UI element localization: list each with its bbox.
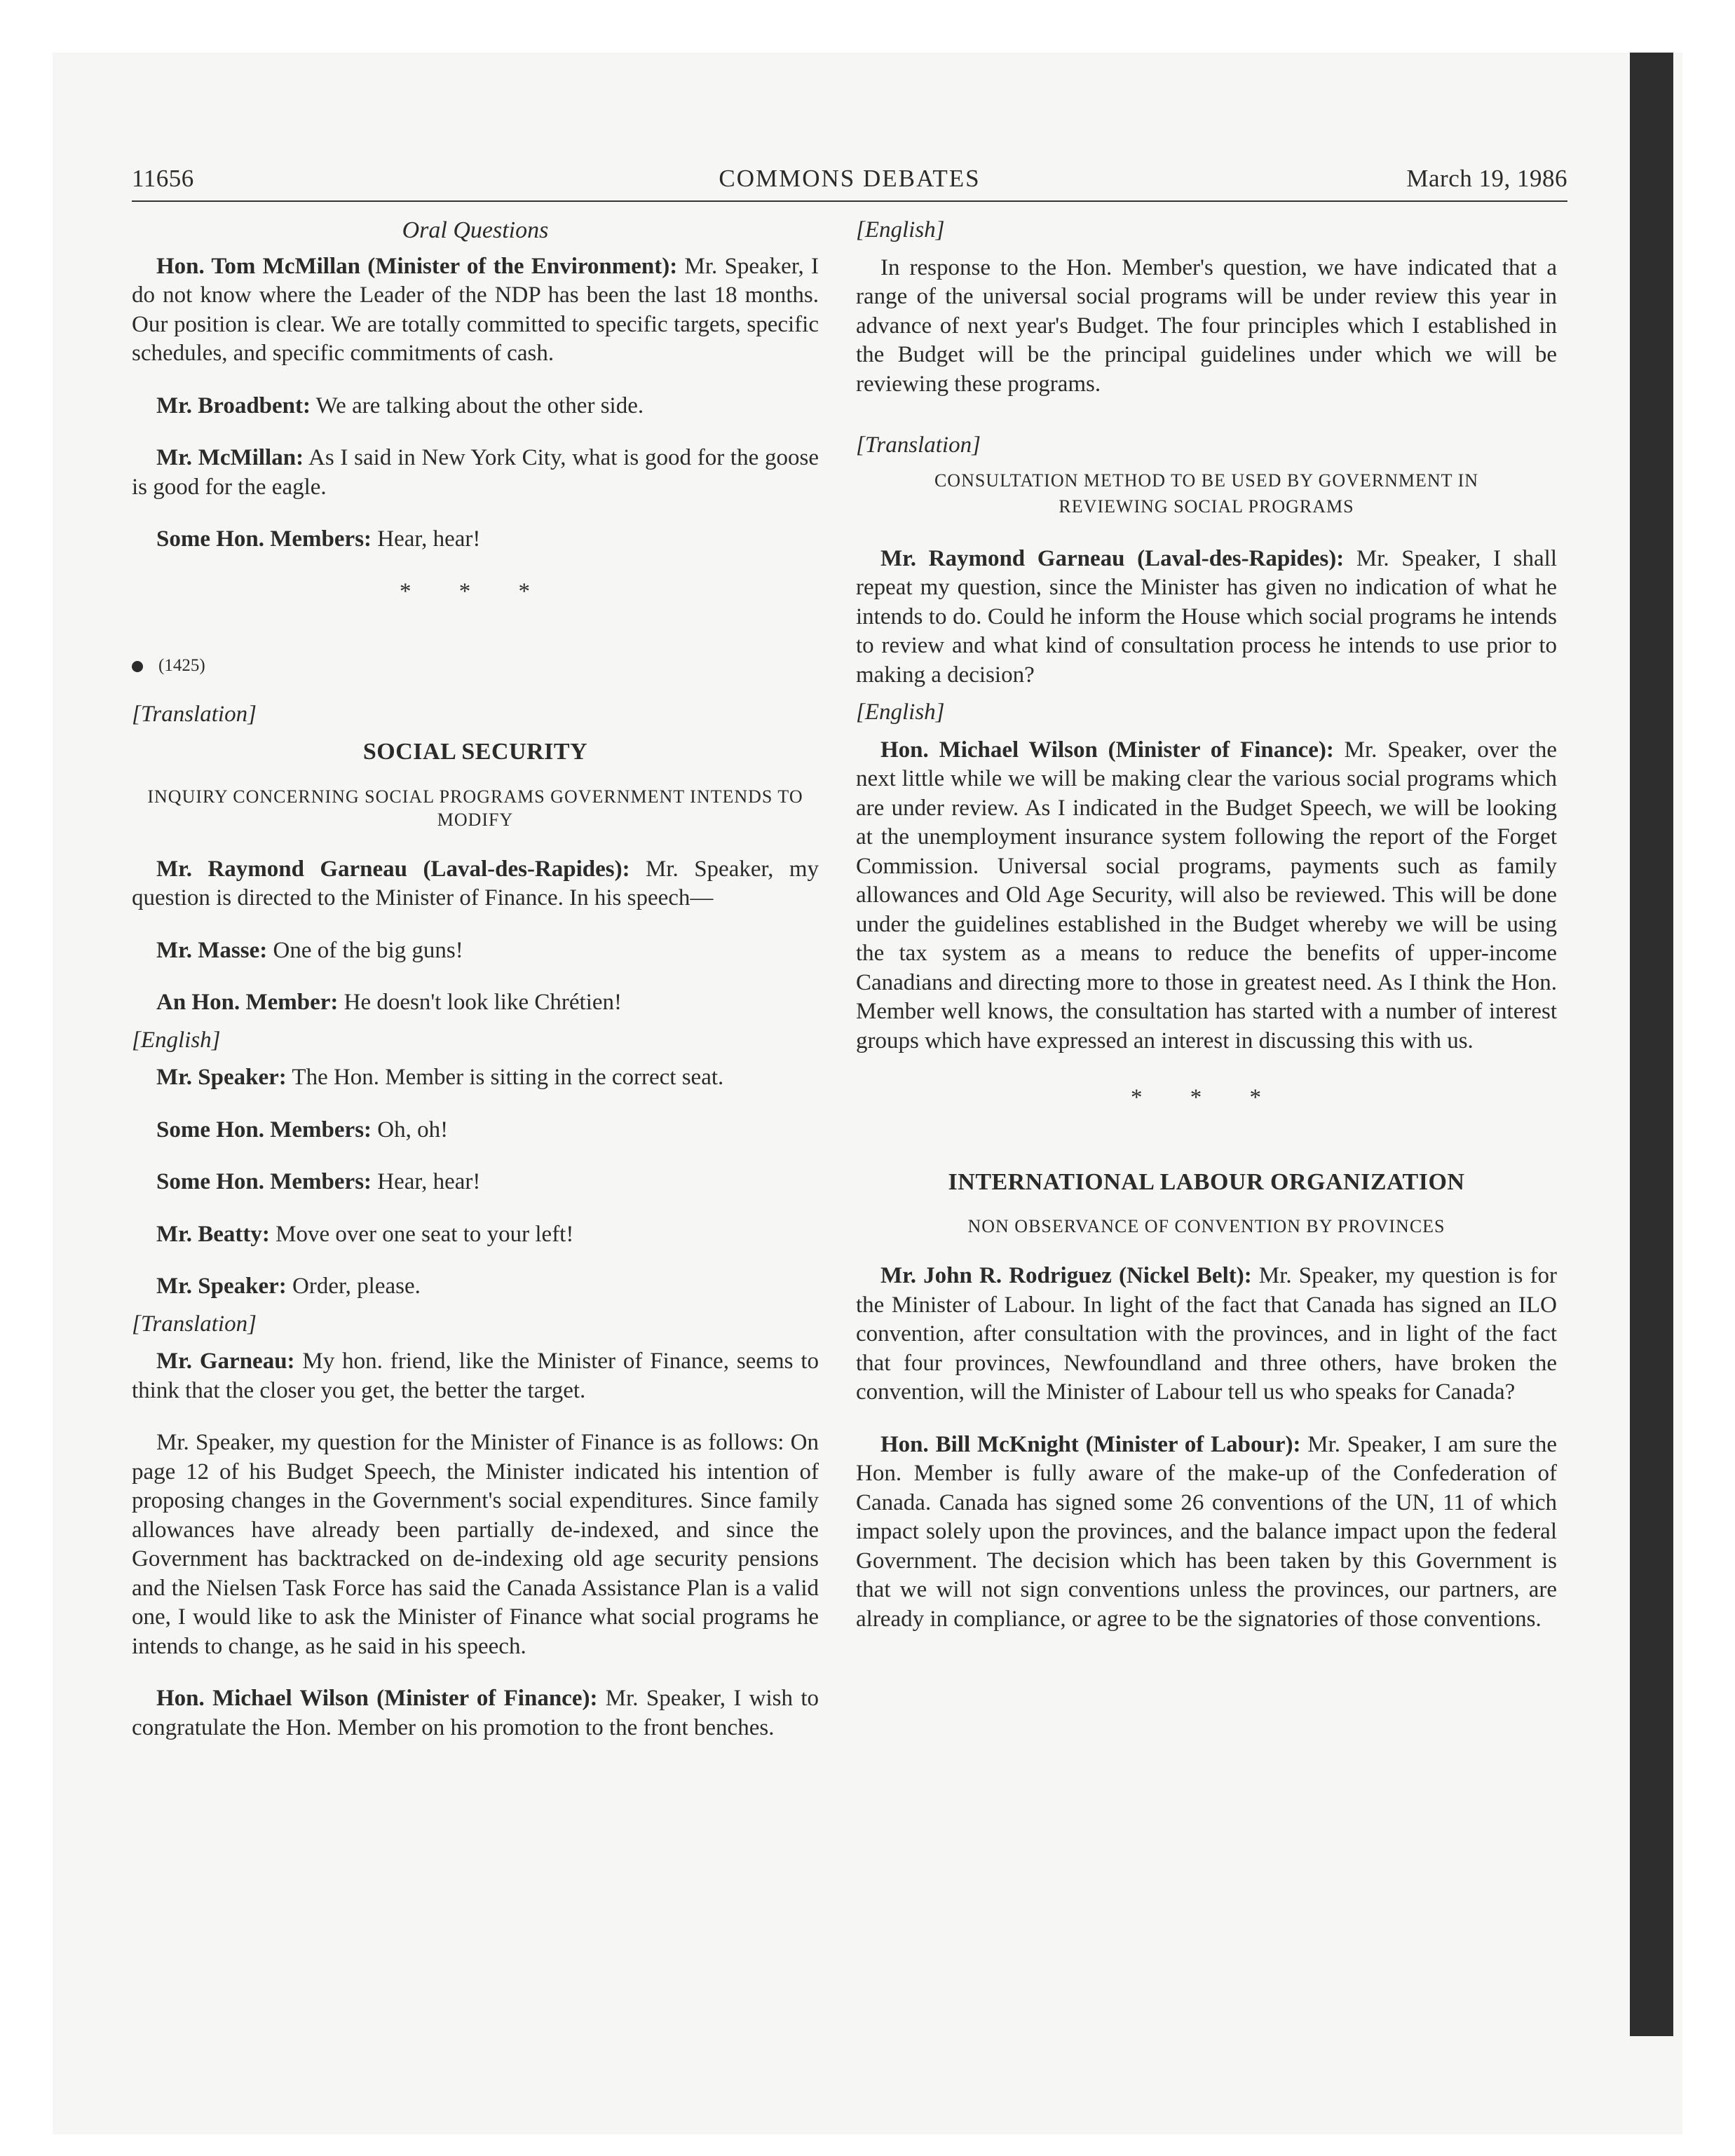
- translation-marker: [Translation]: [856, 432, 981, 458]
- speech-text: Mr. Speaker, I am sure the Hon. Member is fully aware of the make-up of the Confederation of Canada. Canada has signed some 26 conventions of the UN, 11 of which impact solely upon the provinces, and the balance impact upon the federal Government. The decision which has been taken by this Government is that we will not sign conventions unless the provinces, our partners, are already in compliance, or agree to be the signatories of those conventions.: [856, 1431, 1557, 1632]
- speech-text: Mr. Speaker, I wish to congratulate the Hon. Member on his promotion to the front benches.: [132, 1686, 819, 1740]
- section-heading: SOCIAL SECURITY: [362, 739, 588, 765]
- speech-paragraph: [132, 1063, 819, 1093]
- speech-text: Mr. Speaker, my question is for the Minister of Labour. In light of the fact that Canada has signed an ILO convention, after consultation with the provinces, and in light of the fact that four provinces, Newfoundland and three others, have broken the convention, will the Minister of Labour tell us who speaks for Canada?: [856, 1263, 1557, 1405]
- speaker-name: Hon. Michael Wilson (Minister of Finance):: [880, 737, 1334, 763]
- language-marker: [English]: [132, 1027, 221, 1053]
- speech-paragraph: [856, 1262, 1557, 1407]
- speech-text: We are talking about the other side.: [315, 393, 644, 418]
- speech-paragraph: [856, 736, 1557, 1056]
- bullet-dot-icon: [132, 661, 143, 672]
- section-subheading-line: CONSULTATION METHOD TO BE USED BY GOVERNMENT IN: [934, 470, 1479, 491]
- speaker-name: Hon. Bill McKnight (Minister of Labour):: [880, 1431, 1301, 1457]
- speaker-name: Some Hon. Members:: [156, 1117, 372, 1142]
- speaker-name: Mr. John R. Rodriguez (Nickel Belt):: [880, 1263, 1252, 1288]
- speaker-name: Mr. Speaker:: [156, 1065, 287, 1090]
- speech-paragraph: [132, 444, 819, 502]
- speech-paragraph: [856, 545, 1557, 690]
- speech-paragraph: [856, 1431, 1557, 1635]
- speaker-name: Mr. Raymond Garneau (Laval-des-Rapides):: [880, 545, 1345, 571]
- speech-paragraph: [132, 936, 819, 966]
- translation-marker: [Translation]: [132, 1311, 257, 1337]
- section-subheading-line: REVIEWING SOCIAL PROGRAMS: [1059, 496, 1354, 517]
- speaker-name: An Hon. Member:: [156, 990, 339, 1015]
- header-rule: [132, 200, 1567, 202]
- speech-paragraph: [132, 1220, 819, 1250]
- speech-paragraph: [132, 392, 819, 421]
- speech-text: One of the big guns!: [273, 937, 463, 963]
- page-header: [132, 165, 1567, 201]
- speaker-name: Some Hon. Members:: [156, 526, 372, 552]
- speech-paragraph: [132, 1428, 819, 1661]
- speaker-name: Mr. Broadbent:: [156, 393, 311, 418]
- speech-text: In response to the Hon. Member's question, we have indicated that a range of the universal social programs will be under review this year in advance of next year's Budget. The four principles which I established in the Budget will be the principal guidelines under which we will be reviewing these programs.: [856, 254, 1557, 397]
- speech-text: As I said in New York City, what is good for the goose is good for the eagle.: [132, 445, 819, 500]
- speaker-name: Mr. Raymond Garneau (Laval-des-Rapides):: [156, 856, 630, 882]
- speech-text: Hear, hear!: [377, 526, 481, 552]
- speech-paragraph: [132, 252, 819, 369]
- speech-paragraph: [132, 988, 819, 1018]
- language-marker: [English]: [856, 700, 945, 725]
- speech-text: Mr. Speaker, I do not know where the Leader of the NDP has been the last 18 months. Our position is clear. We are totally committed to specific targets, specific schedules, and specific commitments of cash.: [132, 253, 819, 366]
- speech-paragraph: [132, 1272, 819, 1302]
- speech-text: Mr. Speaker, I shall repeat my question, since the Minister has given no indication of what he intends to do. Could he inform the House which social programs he intends to review and what kind of consultation process he intends to use prior to making a decision?: [856, 545, 1558, 688]
- timestamp-marker: [132, 651, 819, 681]
- speech-paragraph: [132, 1168, 819, 1197]
- speech-text: He doesn't look like Chrétien!: [343, 990, 622, 1015]
- speech-text: The Hon. Member is sitting in the correct seat.: [292, 1065, 724, 1090]
- speaker-name: Mr. Masse:: [156, 937, 268, 963]
- speech-paragraph: [132, 1116, 819, 1145]
- speech-paragraph: [132, 1684, 819, 1742]
- right-column: [856, 216, 1557, 1657]
- speech-text: Order, please.: [292, 1274, 421, 1299]
- speech-paragraph: [132, 1347, 819, 1405]
- speaker-name: Hon. Michael Wilson (Minister of Finance):: [156, 1686, 598, 1711]
- speech-text: Mr. Speaker, over the next little while we will be making clear the various social programs which are under review. As I indicated in the Budget Speech, we will be looking at the unemployment insurance system following the report of the Forget Commission. Universal social programs, payments such as family allowances and Old Age Security, will also be reviewed. This will be done under the guidelines established in the Budget whereby we will be using the tax system as a means to reduce the benefits of upper-income Canadians and directing more to those in greatest need. As I think the Hon. Member well knows, the consultation has started with a number of interest groups which have expressed an interest in discussing this with us.: [856, 737, 1557, 1053]
- section-subheading: INQUIRY CONCERNING SOCIAL PROGRAMS GOVERNMENT INTENDS TO MODIFY: [147, 786, 803, 830]
- speech-text: Oh, oh!: [377, 1117, 449, 1142]
- section-label: Oral Questions: [402, 217, 549, 243]
- speech-text: Move over one seat to your left!: [275, 1221, 574, 1247]
- timestamp-text: (1425): [158, 656, 205, 675]
- running-title: COMMONS DEBATES: [719, 165, 981, 192]
- header-date: March 19, 1986: [1406, 165, 1567, 192]
- left-column: [132, 216, 819, 1766]
- page-number: 11656: [132, 165, 194, 192]
- section-heading: INTERNATIONAL LABOUR ORGANIZATION: [948, 1168, 1465, 1195]
- speech-paragraph: [132, 525, 819, 554]
- section-break-stars: * * *: [400, 578, 551, 604]
- speech-text: Mr. Speaker, my question for the Minister of Finance is as follows: On page 12 of his Budget Speech, the Minister indicated his intention of proposing changes in the Government's social expenditures. Since family allowances have already been partially de-indexed, and since the Government has backtracked on de-indexing old age security pensions and the Nielsen Task Force has said the Canada Assistance Plan is a valid one, I would like to ask the Minister of Finance what social programs he intends to change, as he said in his speech.: [132, 1430, 819, 1659]
- speaker-name: Mr. Speaker:: [156, 1274, 287, 1299]
- speaker-name: Some Hon. Members:: [156, 1169, 372, 1194]
- speech-paragraph: [856, 254, 1557, 400]
- speech-text: My hon. friend, like the Minister of Finance, seems to think that the closer you get, the better the target.: [132, 1349, 819, 1403]
- speaker-name: Mr. McMillan:: [156, 445, 304, 470]
- section-subheading: NON OBSERVANCE OF CONVENTION BY PROVINCES: [967, 1216, 1445, 1236]
- speaker-name: Hon. Tom McMillan (Minister of the Environment):: [156, 253, 678, 279]
- speech-paragraph: [132, 855, 819, 913]
- speech-text: Hear, hear!: [377, 1169, 481, 1194]
- speaker-name: Mr. Garneau:: [156, 1349, 295, 1374]
- section-break-stars: * * *: [1131, 1085, 1282, 1110]
- language-marker: [English]: [856, 217, 945, 243]
- speaker-name: Mr. Beatty:: [156, 1221, 270, 1247]
- speech-text: Mr. Speaker, my question is directed to the Minister of Finance. In his speech—: [132, 856, 819, 910]
- translation-marker: [Translation]: [132, 701, 257, 727]
- scan-edge-bar: [1630, 53, 1673, 2036]
